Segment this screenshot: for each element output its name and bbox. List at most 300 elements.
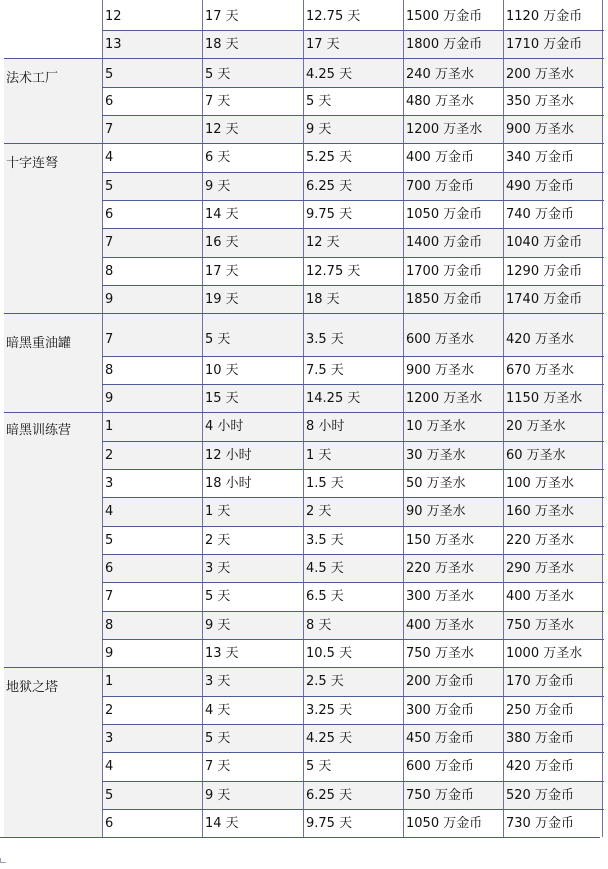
build-time-cell xyxy=(202,639,303,667)
reduced-cost-cell xyxy=(503,526,603,554)
reduced-time-cell-text: 9.75 天 xyxy=(306,816,353,831)
build-time-cell xyxy=(202,200,303,228)
level-cell xyxy=(102,30,202,58)
cost-cell-text: 400 万圣水 xyxy=(406,618,474,633)
build-time-cell xyxy=(202,172,303,200)
reduced-time-cell-text: 9 天 xyxy=(306,122,332,137)
level-cell xyxy=(102,809,202,837)
level-cell xyxy=(102,412,202,441)
row-divider xyxy=(102,285,604,286)
build-time-cell xyxy=(202,257,303,285)
build-time-cell-text: 13 天 xyxy=(205,646,239,661)
reduced-time-cell-text: 5.25 天 xyxy=(306,150,353,165)
building-name: 法术工厂 xyxy=(6,71,59,86)
cost-cell-text: 1200 万圣水 xyxy=(406,391,483,406)
reduced-cost-cell xyxy=(503,285,603,313)
reduced-cost-cell xyxy=(503,412,603,441)
cost-cell-text: 300 万金币 xyxy=(406,703,474,718)
reduced-time-cell-text: 8 小时 xyxy=(306,419,345,434)
reduced-cost-cell xyxy=(503,696,603,724)
level-cell xyxy=(102,313,202,356)
build-time-cell xyxy=(202,696,303,724)
level-cell-text: 7 xyxy=(105,589,114,604)
build-time-cell xyxy=(202,724,303,752)
row-divider xyxy=(102,582,604,583)
cost-cell-text: 220 万圣水 xyxy=(406,561,474,576)
build-time-cell xyxy=(202,526,303,554)
row-divider xyxy=(102,611,604,612)
reduced-time-cell-text: 12.75 天 xyxy=(306,264,361,279)
reduced-cost-cell xyxy=(503,384,603,412)
build-time-cell-text: 9 天 xyxy=(205,618,231,633)
build-time-cell-text: 3 天 xyxy=(205,674,231,689)
level-cell-text: 8 xyxy=(105,363,114,378)
reduced-cost-cell-text: 60 万圣水 xyxy=(506,448,566,463)
page-corner-mark-vertical xyxy=(0,858,1,863)
reduced-time-cell-text: 12.75 天 xyxy=(306,9,361,24)
level-cell-text: 7 xyxy=(105,332,114,347)
build-time-cell xyxy=(202,497,303,526)
reduced-cost-cell xyxy=(503,58,603,87)
row-divider xyxy=(102,752,604,753)
reduced-cost-cell xyxy=(503,469,603,497)
reduced-time-cell-text: 4.5 天 xyxy=(306,561,344,576)
reduced-cost-cell xyxy=(503,781,603,809)
reduced-time-cell xyxy=(303,30,403,58)
reduced-time-cell xyxy=(303,441,403,469)
build-time-cell xyxy=(202,87,303,115)
reduced-cost-cell-text: 1000 万圣水 xyxy=(506,646,583,661)
reduced-time-cell xyxy=(303,58,403,87)
reduced-time-cell xyxy=(303,696,403,724)
reduced-cost-cell xyxy=(503,611,603,639)
reduced-time-cell xyxy=(303,115,403,143)
build-time-cell xyxy=(202,356,303,384)
reduced-cost-cell-text: 900 万圣水 xyxy=(506,122,574,137)
build-time-cell-text: 5 天 xyxy=(205,731,231,746)
level-cell-text: 7 xyxy=(105,122,114,137)
reduced-time-cell-text: 12 天 xyxy=(306,235,340,250)
reduced-time-cell xyxy=(303,0,403,30)
build-time-cell-text: 18 小时 xyxy=(205,476,252,491)
reduced-time-cell-text: 7.5 天 xyxy=(306,363,344,378)
reduced-time-cell xyxy=(303,412,403,441)
cost-cell-text: 300 万圣水 xyxy=(406,589,474,604)
level-cell-text: 1 xyxy=(105,674,114,689)
cost-cell xyxy=(403,554,503,582)
cost-cell xyxy=(403,752,503,781)
level-cell xyxy=(102,441,202,469)
reduced-cost-cell xyxy=(503,639,603,667)
cost-cell xyxy=(403,143,503,172)
build-time-cell-text: 5 天 xyxy=(205,67,231,82)
reduced-cost-cell-text: 420 万金币 xyxy=(506,759,574,774)
level-cell xyxy=(102,58,202,87)
build-time-cell xyxy=(202,58,303,87)
row-divider xyxy=(102,497,604,498)
build-time-cell-text: 7 天 xyxy=(205,94,231,109)
build-time-cell-text: 14 天 xyxy=(205,816,239,831)
level-cell xyxy=(102,611,202,639)
cost-cell-text: 750 万圣水 xyxy=(406,646,474,661)
reduced-time-cell xyxy=(303,384,403,412)
row-divider xyxy=(102,384,604,385)
reduced-time-cell xyxy=(303,257,403,285)
reduced-cost-cell-text: 750 万圣水 xyxy=(506,618,574,633)
build-time-cell-text: 1 天 xyxy=(205,504,231,519)
reduced-time-cell xyxy=(303,752,403,781)
reduced-cost-cell-text: 170 万金币 xyxy=(506,674,574,689)
table-bottom-border xyxy=(0,837,600,838)
reduced-cost-cell-text: 290 万圣水 xyxy=(506,561,574,576)
building-name-cell xyxy=(4,59,102,143)
level-cell xyxy=(102,469,202,497)
cost-cell xyxy=(403,200,503,228)
reduced-cost-cell-text: 340 万金币 xyxy=(506,150,574,165)
level-cell-text: 3 xyxy=(105,476,114,491)
level-cell-text: 6 xyxy=(105,207,114,222)
cost-cell xyxy=(403,441,503,469)
cost-cell-text: 480 万圣水 xyxy=(406,94,474,109)
build-time-cell-text: 12 小时 xyxy=(205,448,252,463)
row-divider xyxy=(102,469,604,470)
level-cell-text: 6 xyxy=(105,94,114,109)
level-cell xyxy=(102,781,202,809)
level-cell-text: 8 xyxy=(105,618,114,633)
building-name: 暗黑重油罐 xyxy=(6,336,72,351)
reduced-cost-cell xyxy=(503,200,603,228)
reduced-cost-cell-text: 1150 万圣水 xyxy=(506,391,583,406)
build-time-cell xyxy=(202,469,303,497)
build-time-cell-text: 4 小时 xyxy=(205,419,244,434)
row-divider xyxy=(102,257,604,258)
level-cell-text: 1 xyxy=(105,419,114,434)
reduced-time-cell xyxy=(303,809,403,837)
level-cell xyxy=(102,384,202,412)
reduced-cost-cell-text: 220 万圣水 xyxy=(506,533,574,548)
level-cell xyxy=(102,667,202,696)
level-cell xyxy=(102,696,202,724)
building-name-cell xyxy=(4,413,102,667)
build-time-cell xyxy=(202,781,303,809)
row-divider xyxy=(102,172,604,173)
build-time-cell-text: 3 天 xyxy=(205,561,231,576)
cost-cell-text: 30 万圣水 xyxy=(406,448,466,463)
reduced-cost-cell-text: 1290 万金币 xyxy=(506,264,583,279)
row-divider xyxy=(102,30,604,31)
building-name: 地狱之塔 xyxy=(6,680,59,695)
row-divider xyxy=(102,809,604,810)
reduced-cost-cell-text: 1120 万金币 xyxy=(506,9,583,24)
level-cell-text: 4 xyxy=(105,504,114,519)
cost-cell-text: 150 万圣水 xyxy=(406,533,474,548)
reduced-time-cell-text: 18 天 xyxy=(306,292,340,307)
level-cell-text: 4 xyxy=(105,150,114,165)
cost-cell-text: 450 万金币 xyxy=(406,731,474,746)
build-time-cell xyxy=(202,143,303,172)
building-name: 十字连弩 xyxy=(6,156,59,171)
reduced-time-cell xyxy=(303,781,403,809)
level-cell xyxy=(102,356,202,384)
cost-cell xyxy=(403,526,503,554)
build-time-cell-text: 15 天 xyxy=(205,391,239,406)
row-divider xyxy=(102,724,604,725)
level-cell xyxy=(102,752,202,781)
row-divider xyxy=(102,356,604,357)
row-divider xyxy=(102,696,604,697)
build-time-cell xyxy=(202,228,303,257)
level-cell xyxy=(102,257,202,285)
row-divider xyxy=(102,87,604,88)
reduced-cost-cell xyxy=(503,30,603,58)
build-time-cell-text: 10 天 xyxy=(205,363,239,378)
reduced-cost-cell xyxy=(503,497,603,526)
build-time-cell xyxy=(202,554,303,582)
reduced-cost-cell xyxy=(503,313,603,356)
reduced-cost-cell xyxy=(503,0,603,30)
row-divider xyxy=(102,200,604,201)
reduced-time-cell-text: 2.5 天 xyxy=(306,674,344,689)
reduced-time-cell-text: 9.75 天 xyxy=(306,207,353,222)
reduced-time-cell xyxy=(303,554,403,582)
row-divider xyxy=(102,115,604,116)
reduced-cost-cell xyxy=(503,582,603,611)
build-time-cell xyxy=(202,441,303,469)
building-name: 暗黑训练营 xyxy=(6,423,72,438)
reduced-time-cell-text: 8 天 xyxy=(306,618,332,633)
reduced-cost-cell-text: 730 万金币 xyxy=(506,816,574,831)
build-time-cell-text: 18 天 xyxy=(205,37,239,52)
cost-cell xyxy=(403,87,503,115)
cost-cell xyxy=(403,384,503,412)
level-cell xyxy=(102,554,202,582)
reduced-cost-cell-text: 250 万金币 xyxy=(506,703,574,718)
reduced-time-cell xyxy=(303,313,403,356)
cost-cell-text: 600 万圣水 xyxy=(406,332,474,347)
reduced-cost-cell-text: 670 万圣水 xyxy=(506,363,574,378)
cost-cell xyxy=(403,0,503,30)
level-cell-text: 5 xyxy=(105,179,114,194)
reduced-time-cell xyxy=(303,285,403,313)
build-time-cell-text: 7 天 xyxy=(205,759,231,774)
cost-cell xyxy=(403,582,503,611)
build-time-cell-text: 16 天 xyxy=(205,235,239,250)
level-cell-text: 2 xyxy=(105,703,114,718)
level-cell xyxy=(102,0,202,30)
level-cell-text: 2 xyxy=(105,448,114,463)
level-cell-text: 3 xyxy=(105,731,114,746)
cost-cell-text: 400 万金币 xyxy=(406,150,474,165)
build-time-cell xyxy=(202,582,303,611)
build-time-cell-text: 17 天 xyxy=(205,264,239,279)
reduced-time-cell-text: 6.25 天 xyxy=(306,179,353,194)
reduced-time-cell-text: 5 天 xyxy=(306,94,332,109)
table-row xyxy=(4,0,604,30)
cost-cell-text: 900 万圣水 xyxy=(406,363,474,378)
reduced-cost-cell-text: 490 万金币 xyxy=(506,179,574,194)
reduced-time-cell-text: 6.25 天 xyxy=(306,788,353,803)
reduced-time-cell xyxy=(303,356,403,384)
level-cell xyxy=(102,639,202,667)
level-cell-text: 6 xyxy=(105,816,114,831)
level-cell xyxy=(102,285,202,313)
reduced-time-cell-text: 2 天 xyxy=(306,504,332,519)
cost-cell xyxy=(403,412,503,441)
cost-cell-text: 50 万圣水 xyxy=(406,476,466,491)
level-cell-text: 8 xyxy=(105,264,114,279)
reduced-cost-cell xyxy=(503,87,603,115)
row-divider xyxy=(102,526,604,527)
reduced-cost-cell xyxy=(503,752,603,781)
cost-cell xyxy=(403,356,503,384)
cost-cell-text: 10 万圣水 xyxy=(406,419,466,434)
reduced-cost-cell-text: 1740 万金币 xyxy=(506,292,583,307)
reduced-time-cell-text: 17 天 xyxy=(306,37,340,52)
cost-cell xyxy=(403,469,503,497)
build-time-cell xyxy=(202,809,303,837)
build-time-cell-text: 4 天 xyxy=(205,703,231,718)
level-cell-text: 5 xyxy=(105,788,114,803)
reduced-cost-cell-text: 380 万金币 xyxy=(506,731,574,746)
cost-cell xyxy=(403,30,503,58)
level-cell-text: 6 xyxy=(105,561,114,576)
reduced-cost-cell-text: 420 万圣水 xyxy=(506,332,574,347)
level-cell-text: 9 xyxy=(105,292,114,307)
reduced-cost-cell-text: 350 万圣水 xyxy=(506,94,574,109)
row-divider xyxy=(102,441,604,442)
reduced-time-cell xyxy=(303,87,403,115)
reduced-time-cell-text: 3.25 天 xyxy=(306,703,353,718)
reduced-time-cell-text: 5 天 xyxy=(306,759,332,774)
reduced-cost-cell-text: 1040 万金币 xyxy=(506,235,583,250)
reduced-time-cell xyxy=(303,143,403,172)
reduced-cost-cell xyxy=(503,724,603,752)
build-time-cell-text: 19 天 xyxy=(205,292,239,307)
reduced-time-cell xyxy=(303,200,403,228)
cost-cell-text: 750 万金币 xyxy=(406,788,474,803)
build-time-cell-text: 12 天 xyxy=(205,122,239,137)
cost-cell-text: 1800 万金币 xyxy=(406,37,483,52)
reduced-cost-cell-text: 100 万圣水 xyxy=(506,476,574,491)
cost-cell xyxy=(403,172,503,200)
cost-cell-text: 600 万金币 xyxy=(406,759,474,774)
build-time-cell xyxy=(202,285,303,313)
cost-cell-text: 1700 万金币 xyxy=(406,264,483,279)
build-time-cell xyxy=(202,115,303,143)
build-time-cell-text: 5 天 xyxy=(205,589,231,604)
level-cell xyxy=(102,228,202,257)
reduced-cost-cell xyxy=(503,257,603,285)
cost-cell-text: 240 万圣水 xyxy=(406,67,474,82)
reduced-time-cell-text: 3.5 天 xyxy=(306,533,344,548)
reduced-time-cell xyxy=(303,228,403,257)
row-divider xyxy=(102,639,604,640)
level-cell xyxy=(102,724,202,752)
cost-cell xyxy=(403,809,503,837)
cost-cell xyxy=(403,313,503,356)
build-time-cell xyxy=(202,667,303,696)
cost-cell xyxy=(403,639,503,667)
level-cell xyxy=(102,497,202,526)
level-cell-text: 12 xyxy=(105,9,122,24)
build-time-cell xyxy=(202,611,303,639)
build-time-cell xyxy=(202,752,303,781)
cost-cell xyxy=(403,724,503,752)
level-cell xyxy=(102,87,202,115)
reduced-time-cell xyxy=(303,526,403,554)
level-cell-text: 9 xyxy=(105,646,114,661)
reduced-cost-cell-text: 160 万圣水 xyxy=(506,504,574,519)
build-time-cell-text: 9 天 xyxy=(205,179,231,194)
level-cell xyxy=(102,200,202,228)
reduced-cost-cell xyxy=(503,115,603,143)
reduced-cost-cell xyxy=(503,441,603,469)
level-cell-text: 9 xyxy=(105,391,114,406)
reduced-time-cell xyxy=(303,497,403,526)
building-name-cell xyxy=(4,314,102,412)
build-time-cell-text: 5 天 xyxy=(205,332,231,347)
table-row xyxy=(4,30,604,58)
row-divider xyxy=(102,554,604,555)
reduced-cost-cell xyxy=(503,143,603,172)
cost-cell-text: 90 万圣水 xyxy=(406,504,466,519)
cost-cell-text: 1050 万金币 xyxy=(406,816,483,831)
cost-cell xyxy=(403,285,503,313)
level-cell xyxy=(102,143,202,172)
reduced-cost-cell-text: 740 万金币 xyxy=(506,207,574,222)
reduced-time-cell xyxy=(303,724,403,752)
build-time-cell xyxy=(202,0,303,30)
reduced-time-cell xyxy=(303,639,403,667)
build-time-cell-text: 2 天 xyxy=(205,533,231,548)
cost-cell xyxy=(403,228,503,257)
reduced-time-cell-text: 4.25 天 xyxy=(306,731,353,746)
cost-cell xyxy=(403,667,503,696)
level-cell xyxy=(102,115,202,143)
level-cell-text: 5 xyxy=(105,67,114,82)
reduced-cost-cell xyxy=(503,228,603,257)
build-time-cell-text: 14 天 xyxy=(205,207,239,222)
cost-cell-text: 1200 万圣水 xyxy=(406,122,483,137)
reduced-time-cell xyxy=(303,172,403,200)
cost-cell-text: 700 万金币 xyxy=(406,179,474,194)
cost-cell xyxy=(403,781,503,809)
reduced-time-cell xyxy=(303,469,403,497)
reduced-cost-cell xyxy=(503,172,603,200)
level-cell-text: 4 xyxy=(105,759,114,774)
reduced-cost-cell-text: 200 万圣水 xyxy=(506,67,574,82)
reduced-cost-cell xyxy=(503,356,603,384)
reduced-time-cell xyxy=(303,667,403,696)
building-name-cell xyxy=(4,144,102,313)
build-time-cell xyxy=(202,313,303,356)
building-name-cell xyxy=(4,668,102,837)
reduced-cost-cell xyxy=(503,809,603,837)
cost-cell xyxy=(403,497,503,526)
level-cell-text: 7 xyxy=(105,235,114,250)
cost-cell xyxy=(403,611,503,639)
cost-cell-text: 1400 万金币 xyxy=(406,235,483,250)
reduced-time-cell-text: 1 天 xyxy=(306,448,332,463)
level-cell xyxy=(102,526,202,554)
reduced-cost-cell-text: 520 万金币 xyxy=(506,788,574,803)
cost-cell xyxy=(403,696,503,724)
level-cell xyxy=(102,582,202,611)
reduced-cost-cell-text: 20 万圣水 xyxy=(506,419,566,434)
level-cell xyxy=(102,172,202,200)
reduced-cost-cell-text: 400 万圣水 xyxy=(506,589,574,604)
level-cell-text: 13 xyxy=(105,37,122,52)
